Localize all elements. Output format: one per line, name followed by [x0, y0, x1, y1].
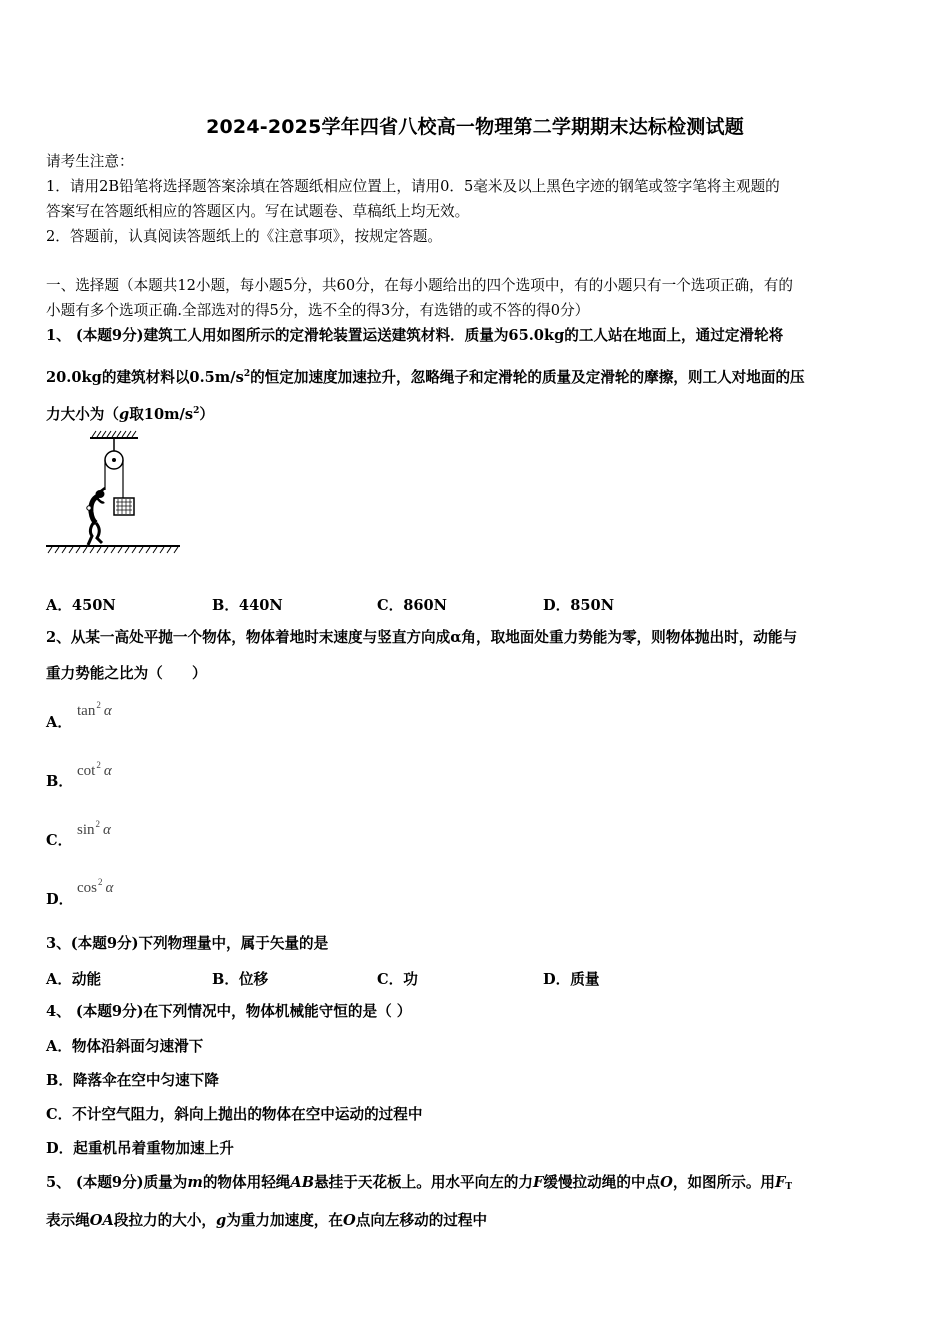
q5-text-2b: 段拉力的大小，	[113, 1212, 217, 1229]
q1-sup-2: 2	[193, 406, 200, 416]
q5-stem-2	[46, 1211, 908, 1231]
q1-stem-3	[46, 401, 908, 425]
q1-option-d[interactable]: D．850N	[543, 597, 615, 614]
q5-text-1b: 的物体用轻绳	[202, 1174, 291, 1191]
q3-option-a[interactable]: A．动能	[46, 971, 102, 988]
q5-stem-1	[46, 1173, 908, 1197]
q5-o: O	[660, 1174, 673, 1191]
q5-text-1c: 悬挂于天花板上。用水平向左的力	[314, 1174, 533, 1191]
q2-option-a-formula[interactable]	[77, 700, 112, 720]
q5-m: m	[187, 1174, 203, 1191]
section-intro-1: 一、选择题（本题共12小题，每小题5分，共60分，在每小题给出的四个选项中，有的小题只有一个选项正确，有的	[46, 277, 793, 294]
section-intro-2: 小题有多个选项正确.全部选对的得5分，选不全的得3分，有选错的或不答的得0分）	[46, 302, 590, 319]
q2-option-d-label[interactable]: D．	[46, 891, 74, 908]
q5-text-1d: 缓慢拉动绳的中点	[543, 1174, 661, 1191]
q5-g: g	[216, 1212, 227, 1229]
q1-option-a[interactable]: A．450N	[46, 597, 116, 614]
pulley-figure	[44, 428, 184, 556]
q5-t-sub: T	[785, 1182, 793, 1192]
q1-stem-3a: 力大小为（	[46, 406, 119, 423]
q1-stem-3b: 取10m/s	[129, 406, 194, 423]
q1-stem-2b: 的恒定加速度加速拉升，忽略绳子和定滑轮的质量及定滑轮的摩擦，则工人对地面的压	[250, 369, 805, 386]
q5-text-1e: ，如图所示。用	[672, 1174, 776, 1191]
notice-item-1a: 1．请用2B铅笔将选择题答案涂填在答题纸相应位置上，请用0．5毫米及以上黑色字迹的钢笔或签字笔将主观题的	[46, 178, 780, 195]
q1-option-b[interactable]: B．440N	[212, 597, 283, 614]
q1-sup-1: 2	[243, 369, 251, 379]
q5-text-1a: 5、 (本题9分)质量为	[46, 1174, 188, 1191]
q1-stem-2	[46, 364, 908, 388]
ceiling	[90, 431, 138, 438]
q2-option-c-formula[interactable]	[77, 819, 111, 839]
q2-d-exp: 2	[98, 877, 103, 887]
q3-option-d[interactable]: D．质量	[543, 971, 600, 988]
q2-a-var: α	[103, 703, 112, 719]
ground	[46, 546, 180, 553]
q2-c-exp: 2	[95, 819, 101, 829]
crate-icon	[114, 498, 134, 515]
worker-icon	[87, 488, 105, 545]
notice-item-1b: 答案写在答题纸相应的答题区内。写在试题卷、草稿纸上均无效。	[46, 203, 470, 220]
q4-stem: 4、 (本题9分)在下列情况中，物体机械能守恒的是（ ）	[46, 1003, 412, 1020]
q3-option-c[interactable]: C．功	[377, 971, 418, 988]
q2-stem-1: 2、从某一高处平抛一个物体，物体着地时末速度与竖直方向成α角，取地面处重力势能为零，则物体抛出时，动能与	[46, 629, 798, 646]
q2-b-exp: 2	[96, 760, 101, 770]
q5-oa: OA	[89, 1212, 114, 1229]
page-title: 2024-2025学年四省八校高一物理第二学期期末达标检测试题	[206, 116, 744, 138]
q2-a-fn: tan	[77, 703, 96, 719]
q2-option-a-label[interactable]: A．	[46, 714, 72, 731]
q4-option-a[interactable]: A．物体沿斜面匀速滑下	[46, 1038, 204, 1055]
q1-option-c[interactable]: C．860N	[377, 597, 448, 614]
q5-ab: AB	[290, 1174, 315, 1191]
q4-option-b[interactable]: B．降落伞在空中匀速下降	[46, 1072, 219, 1089]
q2-d-var: α	[105, 880, 114, 896]
q2-stem-2: 重力势能之比为（ ）	[46, 665, 207, 682]
q1-stem-3c: ）	[199, 406, 214, 423]
q3-stem: 3、(本题9分)下列物理量中，属于矢量的是	[46, 935, 329, 952]
pulley-icon	[105, 439, 123, 469]
q5-text-2d: 点向左移动的过程中	[355, 1212, 488, 1229]
q2-b-fn: cot	[77, 763, 96, 779]
q5-f: F	[532, 1174, 544, 1191]
q1-stem-2a: 20.0kg的建筑材料以0.5m/s	[46, 369, 244, 386]
q2-option-b-formula[interactable]	[77, 760, 112, 780]
q2-option-d-formula[interactable]	[77, 877, 113, 897]
q2-c-fn: sin	[77, 822, 95, 838]
q5-text-2c: 为重力加速度，在	[226, 1212, 343, 1229]
notice-item-2: 2．答题前，认真阅读答题纸上的《注意事项》，按规定答题。	[46, 228, 443, 245]
q2-option-c-label[interactable]: C．	[46, 832, 73, 849]
q2-b-var: α	[103, 763, 112, 779]
q3-option-b[interactable]: B．位移	[212, 971, 269, 988]
q5-text-2a: 表示绳	[46, 1212, 90, 1229]
q5-ft: F	[775, 1174, 786, 1191]
q2-c-var: α	[103, 822, 111, 838]
q5-o2: O	[343, 1212, 356, 1229]
q2-option-b-label[interactable]: B．	[46, 773, 73, 790]
q1-g: g	[118, 406, 130, 423]
q4-option-d[interactable]: D．起重机吊着重物加速上升	[46, 1140, 234, 1157]
q2-a-exp: 2	[96, 700, 101, 710]
q1-stem-1: 1、 (本题9分)建筑工人用如图所示的定滑轮装置运送建筑材料．质量为65.0kg的工人站在地面上，通过定滑轮将	[46, 327, 784, 344]
q2-d-fn: cos	[77, 880, 97, 896]
q4-option-c[interactable]: C．不计空气阻力，斜向上抛出的物体在空中运动的过程中	[46, 1106, 423, 1123]
notice-heading: 请考生注意：	[46, 153, 134, 170]
